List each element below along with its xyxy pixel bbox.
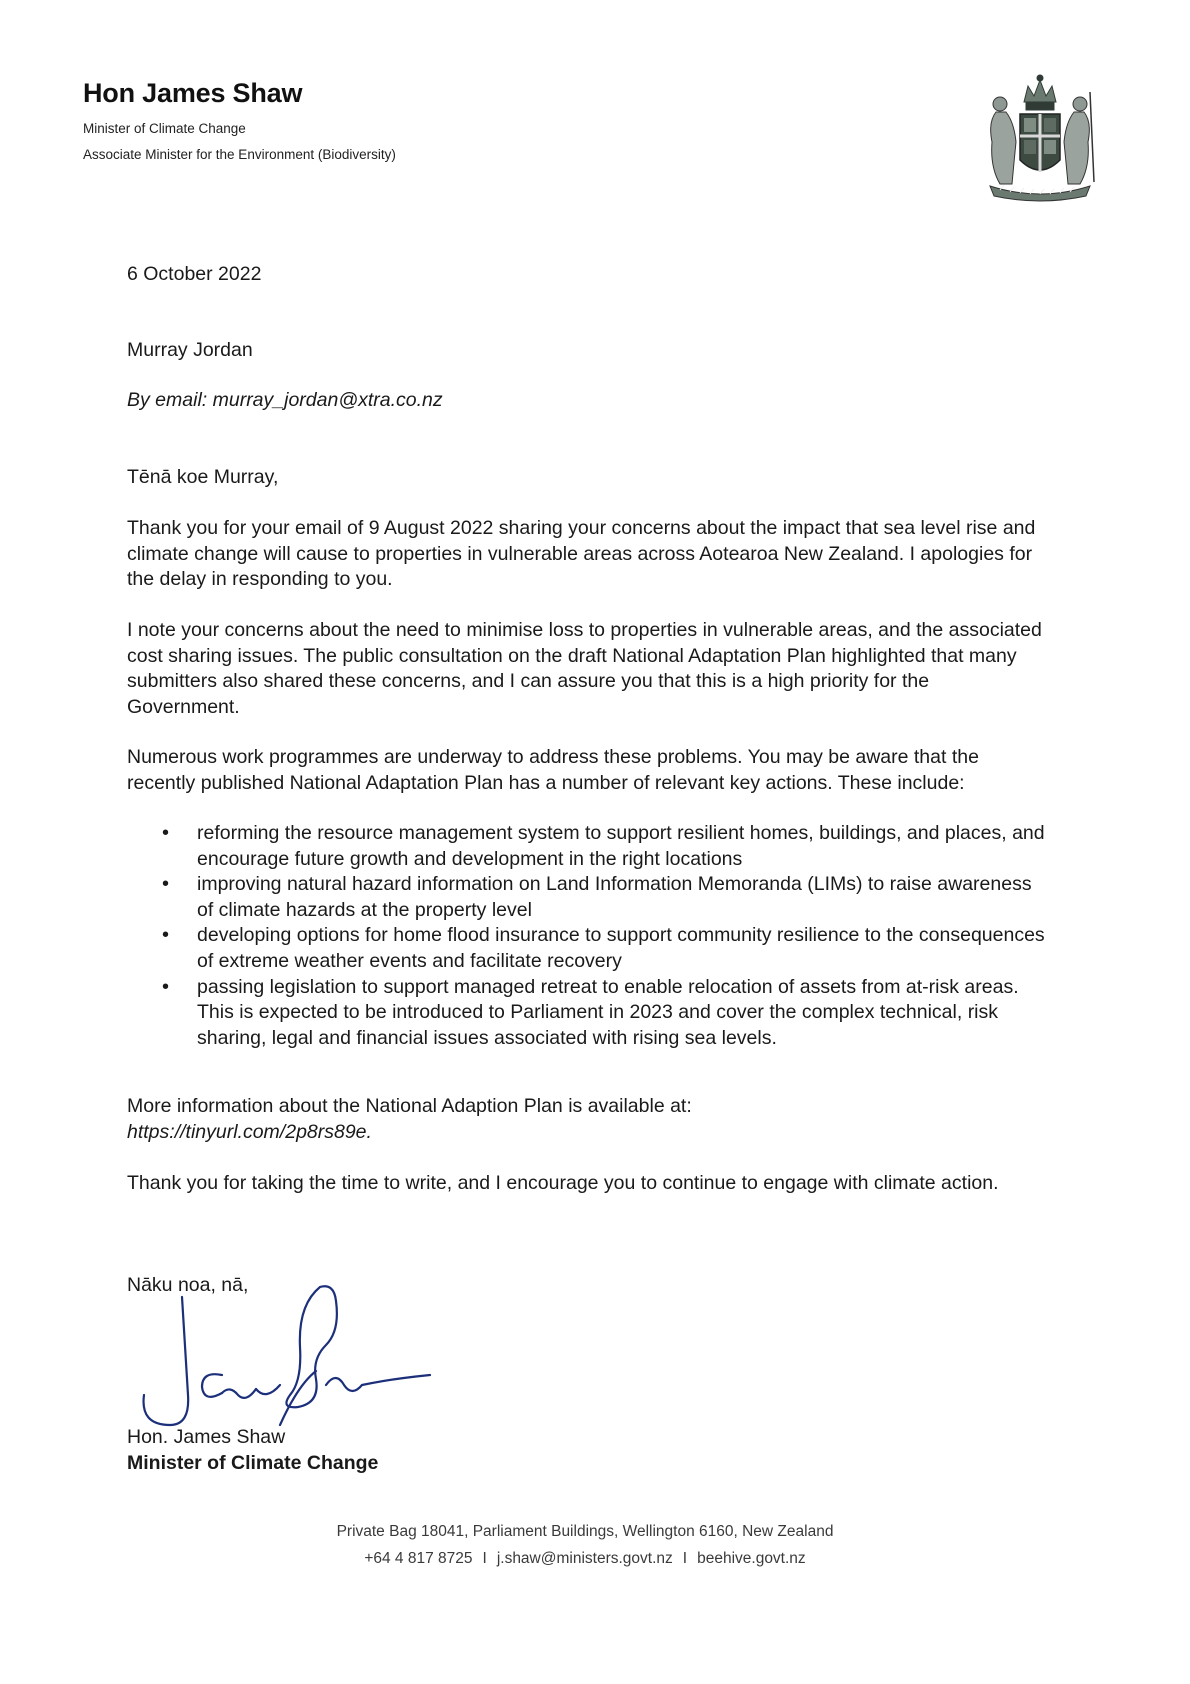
coat-of-arms-icon [970, 72, 1110, 202]
sign-off: Nāku noa, nā, [127, 1274, 249, 1296]
recipient-name: Murray Jordan [127, 339, 253, 361]
footer-email[interactable]: j.shaw@ministers.govt.nz [496, 1550, 673, 1567]
more-info-text: More information about the National Adaption Plan is available at: [127, 1095, 692, 1117]
closing-paragraph: Thank you for taking the time to write, and I encourage you to continue to engage with climate action. [127, 1172, 999, 1194]
plan-link[interactable]: https://tinyurl.com/2p8rs89e. [127, 1121, 372, 1143]
footer-separator: I [482, 1550, 487, 1567]
list-item: • reforming the resource management system to support resilient homes, buildings, and places, and encourage future growth and development in the right locations [127, 821, 1047, 872]
footer-address: Private Bag 18041, Parliament Buildings, Wellington 6160, New Zealand [336, 1523, 834, 1540]
key-actions-list [127, 821, 1047, 1051]
signatory-title: Minister of Climate Change [127, 1452, 379, 1474]
letterhead-role: Associate Minister for the Environment (Biodiversity) [83, 147, 396, 162]
paragraph: Numerous work programmes are underway to address these problems. You may be aware that the recently published National Adaptation Plan has a number of relevant key actions. These include: [127, 746, 979, 794]
list-item: • passing legislation to support managed retreat to enable relocation of assets from at-risk areas. This is expected to be introduced to Parliament in 2023 and cover the complex technical, risk sharing, legal and financial issues associated with rising sea levels. [127, 975, 1047, 1052]
footer-separator: I [682, 1550, 688, 1567]
list-item: • developing options for home flood insurance to support community resilience to the consequences of extreme weather events and facilitate recovery [127, 923, 1047, 974]
letter-date: 6 October 2022 [127, 263, 262, 285]
signatory-name: Hon. James Shaw [127, 1426, 286, 1448]
letterhead-name: Hon James Shaw [83, 78, 303, 108]
paragraph: I note your concerns about the need to minimise loss to properties in vulnerable areas, and the associated cost sharing issues. The public consultation on the draft National Adaptation Plan highlighted that many submitters also shared these concerns, and I can assure you that this is a high priority for the Government. [127, 619, 1042, 718]
greeting: Tēnā koe Murray, [127, 466, 279, 488]
footer-phone: +64 4 817 8725 [364, 1550, 473, 1567]
recipient-email: By email: murray_jordan@xtra.co.nz [127, 389, 443, 411]
letterhead-role: Minister of Climate Change [83, 121, 246, 136]
list-item: • improving natural hazard information on Land Information Memoranda (LIMs) to raise awareness of climate hazards at the property level [127, 872, 1047, 923]
footer-website[interactable]: beehive.govt.nz [697, 1550, 806, 1567]
paragraph: Thank you for your email of 9 August 2022 sharing your concerns about the impact that sea level rise and climate change will cause to properties in vulnerable areas across Aotearoa New Zealand. I apologies for the delay in responding to you. [127, 517, 1036, 591]
footer-contact [285, 1550, 885, 1568]
